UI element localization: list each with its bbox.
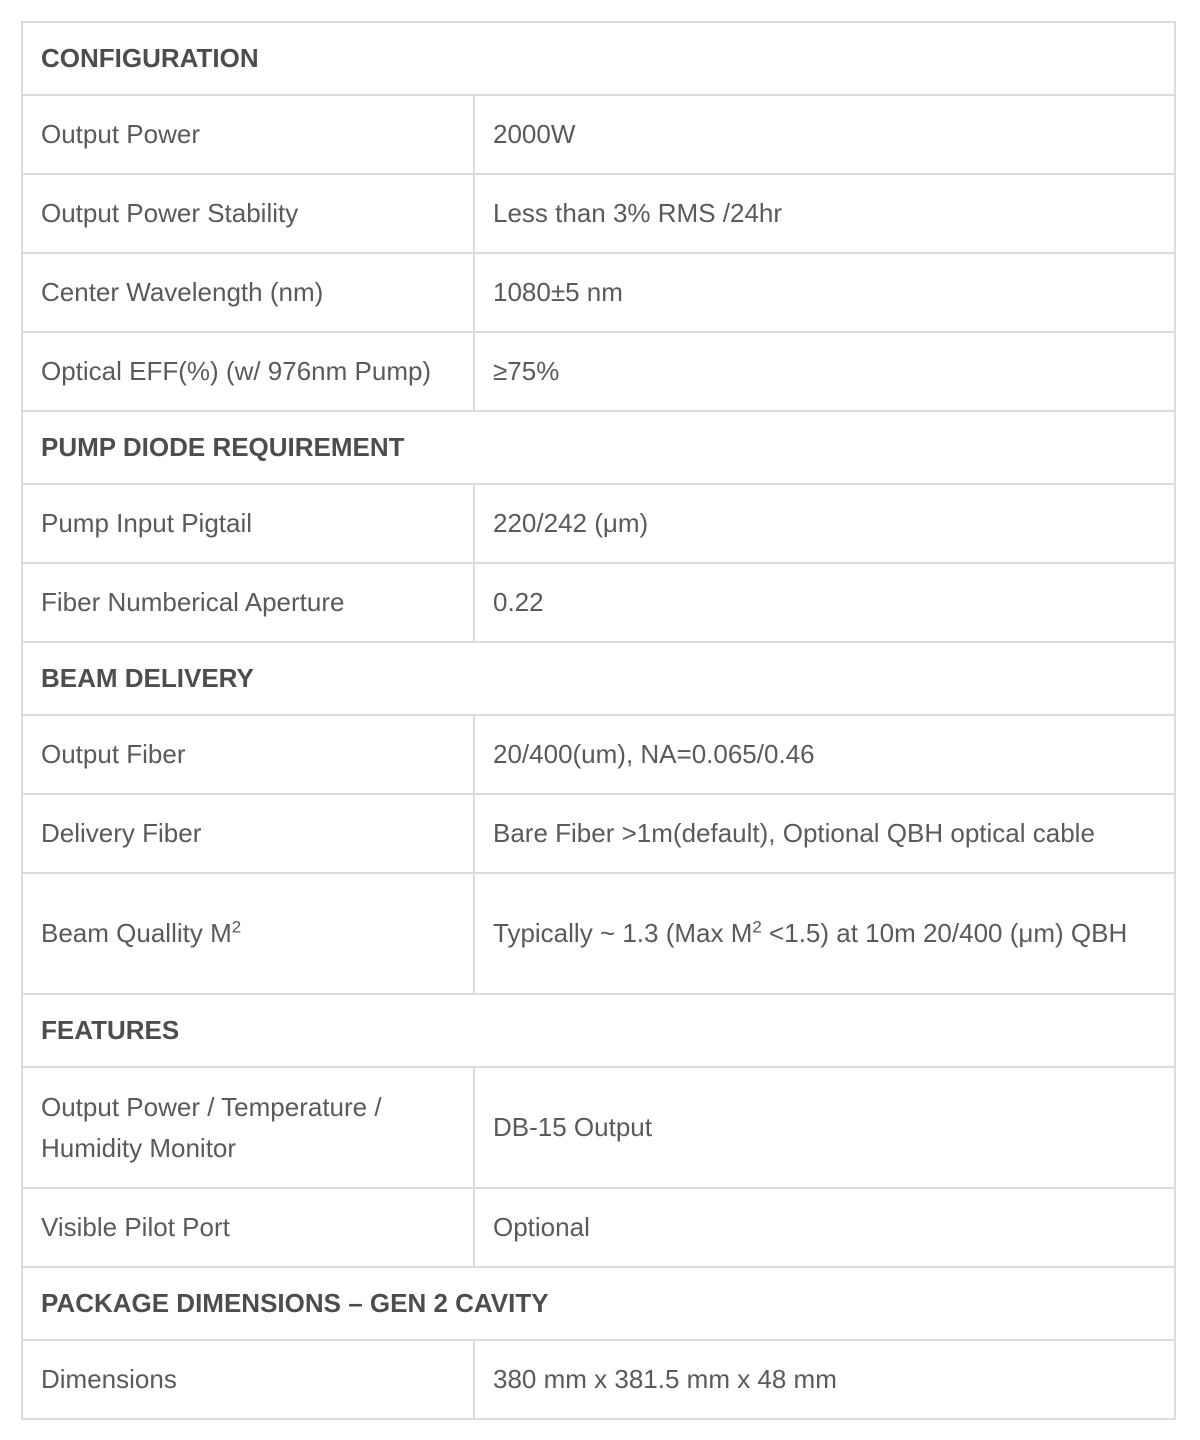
specifications-table [21,21,1176,1420]
table-row [22,95,1175,174]
spec-value: ≥75% [474,332,1175,411]
spec-value: 20/400(um), NA=0.065/0.46 [474,715,1175,794]
spec-value-text: <1.5) at 10m 20/400 (μm) QBH [761,918,1128,948]
superscript: 2 [231,917,242,937]
section-header-package-dimensions [22,1267,1175,1340]
table-row [22,873,1175,994]
table-row [22,1067,1175,1188]
section-header-pump-diode [22,411,1175,484]
table-row [22,1188,1175,1267]
spec-label: Pump Input Pigtail [22,484,474,563]
table-row [22,1340,1175,1419]
table-row [22,174,1175,253]
section-header-beam-delivery [22,642,1175,715]
table-row [22,715,1175,794]
spec-label: Output Power Stability [22,174,474,253]
spec-value: 380 mm x 381.5 mm x 48 mm [474,1340,1175,1419]
section-title: CONFIGURATION [22,22,1175,95]
section-header-configuration [22,22,1175,95]
spec-label: Center Wavelength (nm) [22,253,474,332]
spec-value: 0.22 [474,563,1175,642]
spec-value: Bare Fiber >1m(default), Optional QBH optical cable [474,794,1175,873]
spec-label: Fiber Numberical Aperture [22,563,474,642]
section-title: FEATURES [22,994,1175,1067]
spec-value [474,873,1175,994]
superscript: 2 [752,917,762,937]
spec-value: DB-15 Output [474,1067,1175,1188]
table-row [22,332,1175,411]
spec-value: 1080±5 nm [474,253,1175,332]
spec-value: Optional [474,1188,1175,1267]
table-row [22,794,1175,873]
spec-value: Less than 3% RMS /24hr [474,174,1175,253]
section-header-features [22,994,1175,1067]
spec-label: Output Fiber [22,715,474,794]
spec-label: Output Power [22,95,474,174]
spec-label: Visible Pilot Port [22,1188,474,1267]
section-title: PUMP DIODE REQUIREMENT [22,411,1175,484]
section-title: PACKAGE DIMENSIONS – GEN 2 CAVITY [22,1267,1175,1340]
spec-label: Delivery Fiber [22,794,474,873]
section-title: BEAM DELIVERY [22,642,1175,715]
spec-value-text: Typically ~ 1.3 (Max M [493,918,753,948]
spec-label: Output Power / Temperature / Humidity Monitor [22,1067,474,1188]
spec-value: 220/242 (μm) [474,484,1175,563]
spec-label-text: Beam Quallity M [41,918,232,948]
spec-label: Optical EFF(%) (w/ 976nm Pump) [22,332,474,411]
spec-value: 2000W [474,95,1175,174]
spec-label: Dimensions [22,1340,474,1419]
table-row [22,484,1175,563]
table-row [22,563,1175,642]
spec-label [22,873,474,994]
table-row [22,253,1175,332]
